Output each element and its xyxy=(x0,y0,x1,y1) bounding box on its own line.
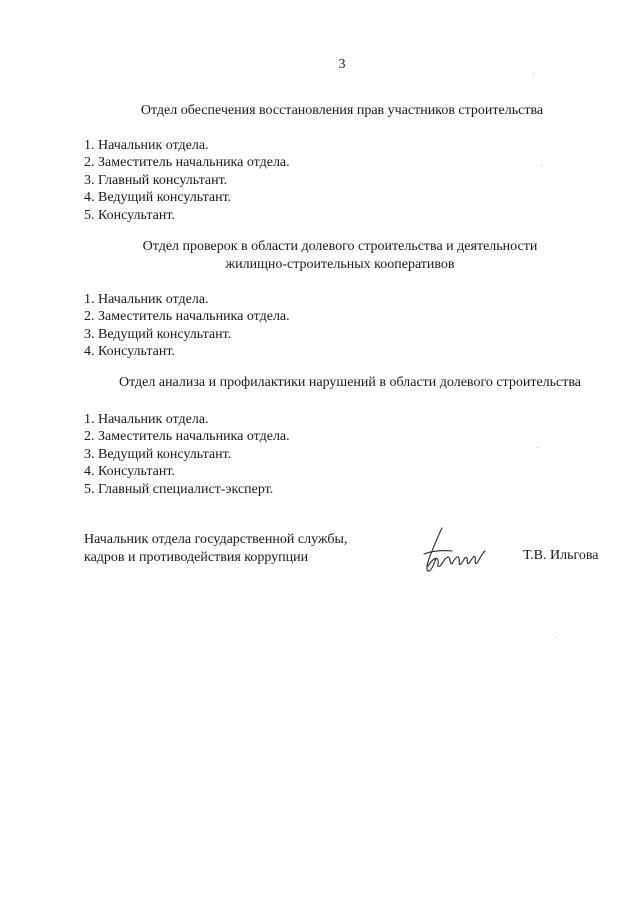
list-item: 3. Главный консультант. xyxy=(84,172,228,188)
list-item: 5. Консультант. xyxy=(84,207,175,223)
list-item: 2. Заместитель начальника отдела. xyxy=(84,155,290,171)
list-item: 3. Ведущий консультант. xyxy=(84,446,232,462)
position-list xyxy=(84,291,290,361)
scan-speck xyxy=(556,637,557,638)
signer-name: Т.В. Ильгова xyxy=(523,548,599,563)
section-heading-line: жилищно-строительных кооперативов xyxy=(225,257,455,272)
scan-speck xyxy=(533,73,534,74)
signer-title-line: кадров и противодействия коррупции xyxy=(84,550,309,565)
page-number: 3 xyxy=(338,57,346,72)
signer-title-line: Начальник отдела государственной службы, xyxy=(84,532,348,547)
section-heading xyxy=(70,238,610,274)
section-heading-line: Отдел обеспечения восстановления прав участников строительства xyxy=(140,103,544,118)
section-heading xyxy=(86,102,598,120)
list-item: 5. Главный специалист-эксперт. xyxy=(84,481,274,497)
list-item: 4. Консультант. xyxy=(84,464,175,480)
list-item: 4. Ведущий консультант. xyxy=(84,190,232,206)
list-item: 1. Начальник отдела. xyxy=(84,292,209,307)
signer-title xyxy=(84,531,347,567)
position-list xyxy=(84,137,290,224)
list-item: 4. Консультант. xyxy=(84,344,175,360)
list-item: 2. Заместитель начальника отдела. xyxy=(84,309,290,325)
scan-speck xyxy=(541,165,542,166)
section-heading xyxy=(70,374,630,392)
list-item: 1. Начальник отдела. xyxy=(84,412,209,427)
section-heading-line: Отдел проверок в области долевого строительства и деятельности xyxy=(142,239,538,254)
list-item: 2. Заместитель начальника отдела. xyxy=(84,429,290,445)
position-list xyxy=(84,411,290,498)
list-item: 3. Ведущий консультант. xyxy=(84,326,232,342)
list-item: 1. Начальник отдела. xyxy=(84,138,209,153)
section-heading-line: Отдел анализа и профилактики нарушений в области долевого строительства xyxy=(118,375,582,390)
handwritten-signature xyxy=(418,524,490,576)
scan-speck xyxy=(537,447,538,448)
